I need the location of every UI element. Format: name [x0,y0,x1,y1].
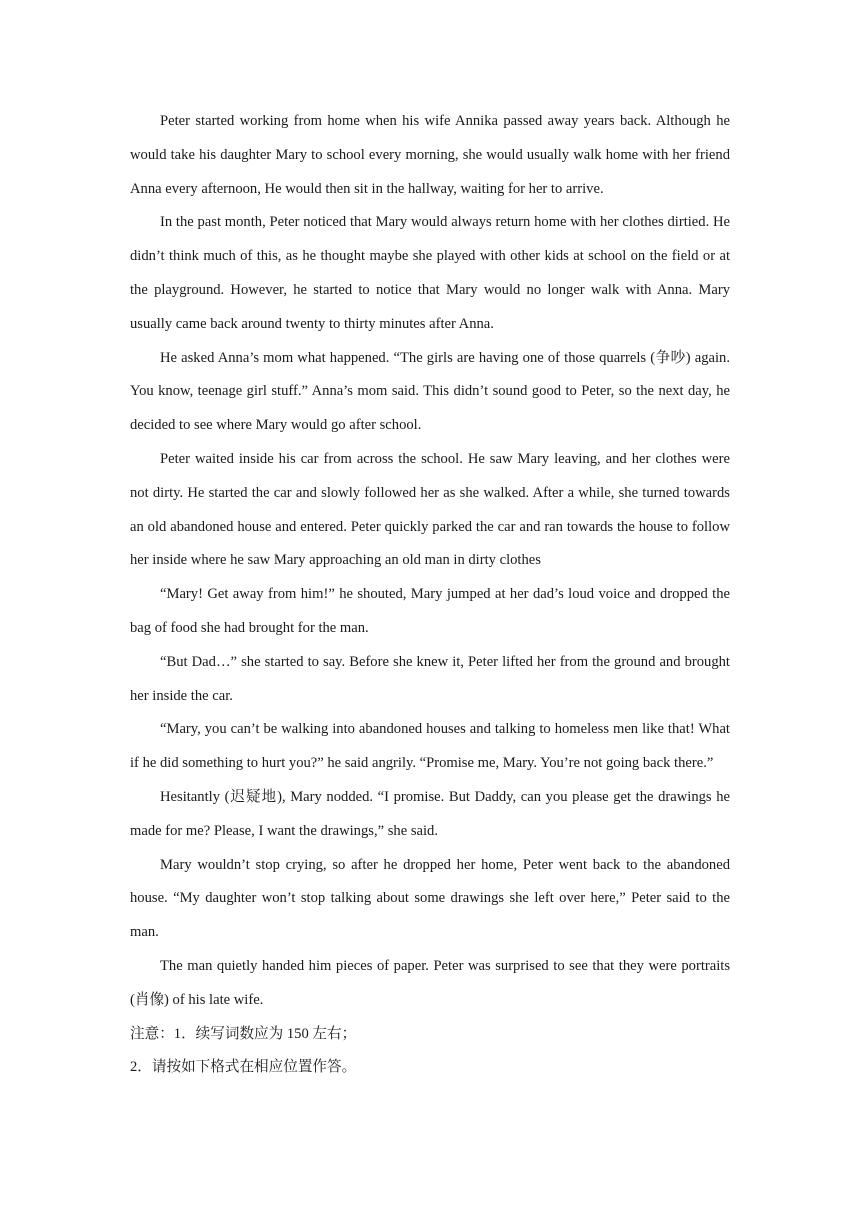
story-paragraph-4: Peter waited inside his car from across the school. He saw Mary leaving, and her clothes were not dirty. He started the car and slowly followed her as she walked. After a while, she turned towards an old abandoned house and entered. Peter quickly parked the car and ran towards the house to follow her inside where he saw Mary approaching an old man in dirty clothes [130,450,730,569]
story-paragraph-8: Hesitantly (迟疑地), Mary nodded. “I promise. But Daddy, can you please get the drawings he made for me? Please, I want the drawings,” she said. [130,788,730,839]
story-paragraph-1: Peter started working from home when his wife Annika passed away years back. Although he would take his daughter Mary to school every morning, she would usually walk home with her friend Anna every afternoon, He would then sit in the hallway, waiting for her to arrive. [130,113,730,197]
story-paragraph-9: Mary wouldn’t stop crying, so after he dropped her home, Peter went back to the abandoned house. “My daughter won’t stop talking about some drawings she left over here,” Peter said to the man. [130,856,730,941]
document-page [130,105,730,1085]
story-paragraph-3: He asked Anna’s mom what happened. “The girls are having one of those quarrels (争吵) again. You know, teenage girl stuff.” Anna’s mom said. This didn’t sound good to Peter, so the next day, he decided to see where Mary would go after school. [130,349,730,434]
instruction-note-1: 注意：1．续写词数应为 150 左右； [130,1025,357,1042]
story-paragraph-10: The man quietly handed him pieces of paper. Peter was surprised to see that they were portraits (肖像) of his late wife. [130,957,730,1008]
story-paragraph-2: In the past month, Peter noticed that Mary would always return home with her clothes dirtied. He didn’t think much of this, as he thought maybe she played with other kids at school on the field or at the playground. However, he started to notice that Mary would no longer walk with Anna. Mary usually came back around twenty to thirty minutes after Anna. [130,214,730,332]
story-paragraph-6: “But Dad…” she started to say. Before she knew it, Peter lifted her from the ground and brought her inside the car. [130,653,730,704]
story-paragraph-7: “Mary, you can’t be walking into abandoned houses and talking to homeless men like that! What if he did something to hurt you?” he said angrily. “Promise me, Mary. You’re not going back there.” [130,721,730,772]
story-paragraph-5: “Mary! Get away from him!” he shouted, Mary jumped at her dad’s loud voice and dropped the bag of food she had brought for the man. [130,586,730,636]
instruction-note-2: 2．请按如下格式在相应位置作答。 [130,1059,357,1076]
